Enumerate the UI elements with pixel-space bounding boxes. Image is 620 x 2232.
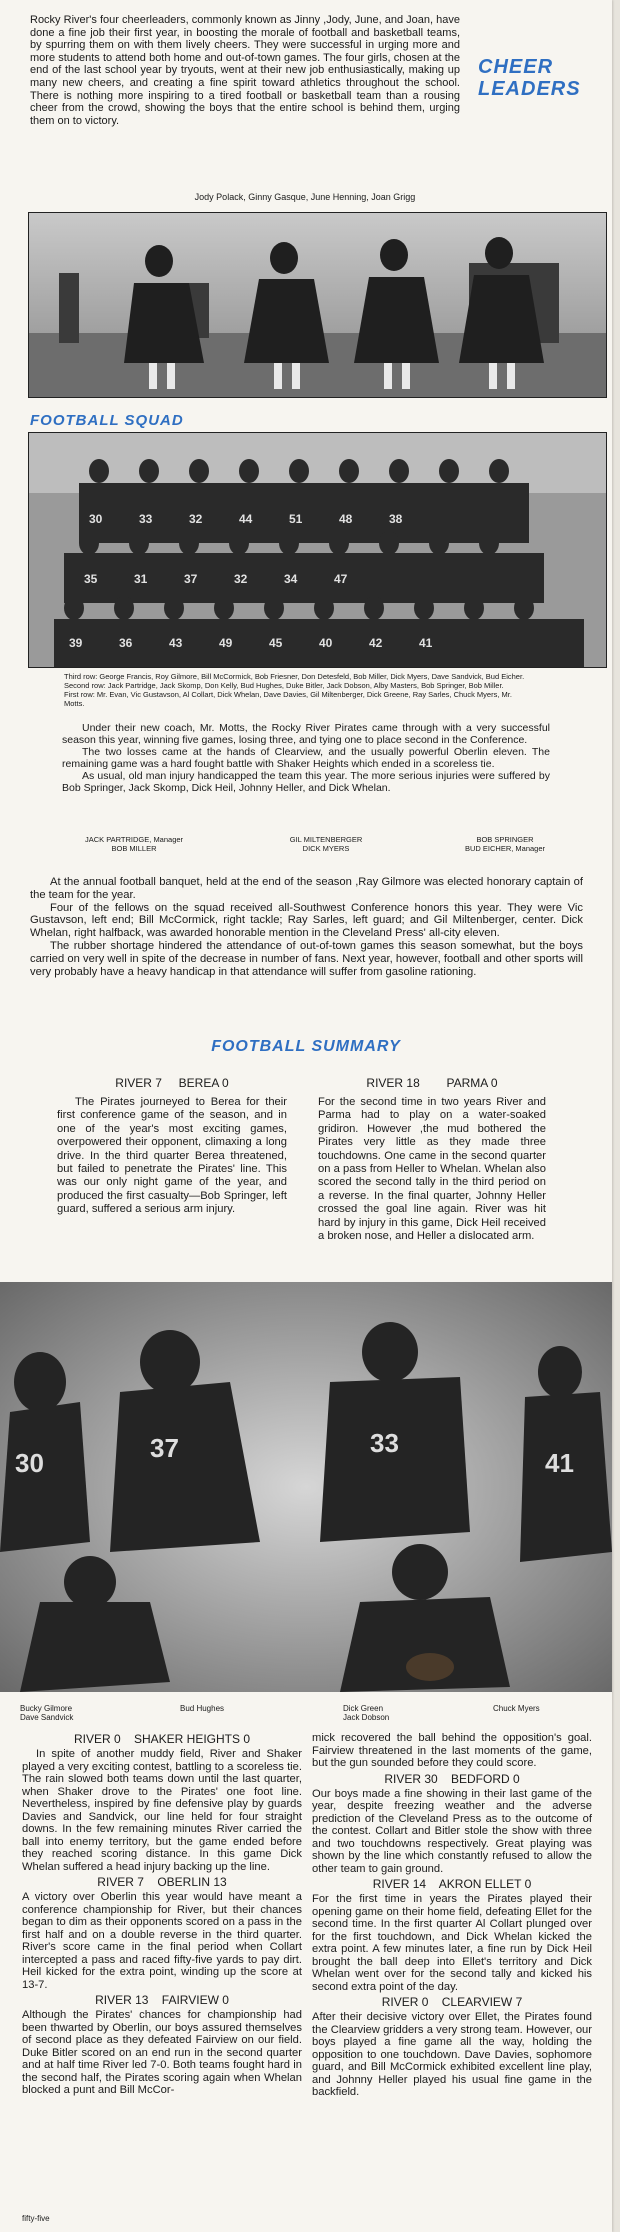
svg-text:38: 38 [389,512,403,526]
managers-left: JACK PARTRIDGE, Manager BOB MILLER [84,835,184,853]
game-oberlin-text: A victory over Oberlin this year would have meant a conference championship for River, but their chances began to dim as their opponents scored on a pass in the first half and on a double reverse in the third quarter. River's score came in the final period when Collart intercepted a pass and raced fifty-five yards to pay dirt. Heil kicked for the extra point, winding up the score at 13-7. [22,1891,302,1991]
season-paragraph-1: Under their new coach, Mr. Motts, the Rocky River Pirates came through with a very successful season this year, winning five games, losing three, and tying one to place second in the Conference. [62,722,550,746]
svg-text:51: 51 [289,512,303,526]
cheer-heading-line2: LEADERS [478,78,581,100]
svg-text:44: 44 [239,512,253,526]
svg-text:41: 41 [545,1448,574,1478]
cheer-heading-line1: CHEER [478,56,554,78]
squad-heading: FOOTBALL SQUAD [30,412,184,429]
game-fairview-title: RIVER 13 FAIRVIEW 0 [95,1993,229,2007]
svg-text:41: 41 [419,636,433,650]
svg-text:43: 43 [169,636,183,650]
svg-text:30: 30 [15,1448,44,1478]
svg-text:40: 40 [319,636,333,650]
season-paragraph-3: As usual, old man injury handicapped the team this year. The more serious injuries were suffered by Bob Springer, Jack Skomp, Dick Heil, Johnny Heller, and Dick Whelan. [62,770,550,794]
game-bedford-text: Our boys made a fine showing in their last game of the year, despite freezing weather and the adverse prediction of the Cleveland Press as to the outcome of the contest. Collart and Bitler stole the show with three and two touchdowns respectively. Great playing was shown by the line which constantly refused to allow the other team to gain ground. [312,1787,592,1875]
game-berea-text: The Pirates journeyed to Berea for their first conference game of the season, and in one of the year's most exciting games, overpowered their opponent, climaxing a long drive. In the third quarter Berea threatened, but failed to penetrate the Pirates' line. This was our only night game of the year, and produced the first casualty—Bob Springer, left guard, suffered a serious arm injury. [57,1096,287,1216]
svg-text:37: 37 [184,572,198,586]
roster-caption: Third row: George Francis, Roy Gilmore, Bill McCormick, Bob Friesner, Don Detesfeld, Bob Miller, Dick Myers, Dave Sandvick, Bud Eicher. Second row: Jack Partridge, Jack Skomp, Don Kelly, Bud Hughes, Duke Bitler, Jack Dobson, Alby Masters, Bob Springer, Bob Miller. First row: Mr. Evan, Vic Gustavson, Al Collart, Dick Whelan, Dave Davies, Gil Miltenberger, Dick Greene, Ray Sarles, Chuck Myers, Mr. Motts. [64,672,525,708]
season-summary [62,722,550,794]
svg-text:35: 35 [84,572,98,586]
banquet-section [30,876,583,978]
cheer-heading [478,56,581,100]
season-paragraph-2: The two losses came at the hands of Clearview, and the usually powerful Oberlin eleven. The remaining game was a hard fought battle with Shaker Heights which ended in a scoreless tie. [62,746,550,770]
action-caption-2: Bud Hughes [180,1704,225,1713]
game-berea [57,1076,287,1217]
game-parma-title: RIVER 18 PARMA 0 [366,1076,498,1090]
svg-text:49: 49 [219,636,233,650]
game-parma-text: For the second time in two years River and Parma had to play on a water-soaked gridiron. However ,the mud bothered the Pirates very little as they made three touchdowns. One came in the second quarter on a pass from Heller to Whelan. Whelan also scored the second tally in the third period on a reverse. In the final quarter, Johnny Heller crossed the goal line again. River was hit hard by injury in this game, Dick Heil received a broken nose, and Heller a dislocated arm. [318,1096,546,1243]
banquet-paragraph-2: Four of the fellows on the squad received all-Southwest Conference honors this year. They were Vic Gustavson, left end; Bill McCormick, right tackle; Ray Sarles, left guard; and Gil Miltenberger, center. Dick Whelan, right halfback, was awarded honorable mention in the Cleveland Press' all-city eleven. [30,901,583,940]
bottom-left-column [22,1732,302,2097]
svg-text:47: 47 [334,572,348,586]
action-caption-1: Bucky Gilmore Dave Sandvick [20,1704,74,1722]
cheer-intro-text: Rocky River's four cheerleaders, commonly known as Jinny ,Jody, June, and Joan, have done a fine job their first year, in boosting the morale of football and basketball teams, by spurring them on with them lively cheers. They were successful in urging more and more students to attend both home and out-of-town games. The four girls, chosen at the end of the last school year by tryouts, went at their new job enthusiastically, making up many new cheers, and creating a fine spirit toward athletics throughout the school. There is nothing more inspiring to a tired football or basketball team than a rousing cheer from the crowd, showing the boys that the entire school is behind them, urging them on to victory. [30,14,460,127]
cheerleaders-photo [28,212,607,398]
svg-text:34: 34 [284,572,298,586]
game-oberlin-title: RIVER 7 OBERLIN 13 [97,1875,227,1889]
banquet-paragraph-1: At the annual football banquet, held at the end of the season ,Ray Gilmore was elected honorary captain of the team for the year. [30,876,583,901]
svg-text:33: 33 [370,1428,399,1458]
action-caption-3: Dick Green Jack Dobson [343,1704,390,1722]
svg-text:32: 32 [234,572,248,586]
game-clearview-title: RIVER 0 CLEARVIEW 7 [381,1995,523,2009]
svg-text:31: 31 [134,572,148,586]
game-fairview-continued: mick recovered the ball behind the opposition's goal. Fairview threatened in the last moments of the game, but the gun sounded before they could score. [312,1732,592,1769]
summary-heading: FOOTBALL SUMMARY [211,1038,401,1055]
svg-text:30: 30 [89,512,103,526]
svg-text:42: 42 [369,636,383,650]
banquet-paragraph-3: The rubber shortage hindered the attendance of out-of-town games this season somewhat, but the boys carried on very well in spite of the decrease in number of fans. Next year, however, football and other sports will very probably have a heavy handicap in that attendance will suffer from gasoline rationing. [30,939,583,978]
svg-text:37: 37 [150,1433,179,1463]
bottom-right-column [312,1732,592,2099]
action-photo-collage [0,1282,612,1692]
game-shaker-text: In spite of another muddy field, River and Shaker played a very exciting contest, battling to a scoreless tie. The rain slowed both teams down until the last quarter, when Shaker drove to the Pirates' one foot line. Nevertheless, inspired by fine defensive play by guards Davies and Sandvick, our line held for four straight downs. In the few remaining minutes River carried the ball into enemy territory, but the game ended before they reached scoring distance. In this game Dick Whelan suffered a head injury backing up the line. [22,1748,302,1873]
svg-text:33: 33 [139,512,153,526]
football-squad-photo [28,432,607,668]
game-berea-title: RIVER 7 BEREA 0 [115,1076,229,1090]
svg-text:32: 32 [189,512,203,526]
game-akron-text: For the first time in years the Pirates played their opening game on their home field, defeating Ellet for the second time. In the first quarter Al Collart plunged over for the first touchdown, and Dick Whelan kicked the extra point. A few minutes later, a fine run by Dick Heil brought the ball deep into Ellet's territory and Dick Whelan went over for the second tally and kicked his second extra point of the day. [312,1893,592,1993]
svg-text:39: 39 [69,636,83,650]
managers-right: BOB SPRINGER BUD EICHER, Manager [464,835,546,853]
game-bedford-title: RIVER 30 BEDFORD 0 [384,1771,520,1786]
managers-middle: GIL MILTENBERGER DICK MYERS [289,835,363,853]
action-caption-4: Chuck Myers [493,1704,540,1713]
game-parma [318,1076,546,1243]
cheer-caption: Jody Polack, Ginny Gasque, June Henning, Joan Grigg [194,192,416,202]
svg-text:45: 45 [269,636,283,650]
game-shaker-title: RIVER 0 SHAKER HEIGHTS 0 [73,1732,251,1746]
svg-text:48: 48 [339,512,353,526]
game-fairview-text: Although the Pirates' chances for championship had been thwarted by Oberlin, our boys assured themselves of second place as they defeated Fairview on our field. Duke Bitler scored on an end run in the second quarter and at half time River led 7-0. Both teams fought hard in the second half, the Pirates scoring again when Whelan blocked a punt and Bill McCor- [22,2009,302,2096]
game-clearview-text: After their decisive victory over Ellet, the Pirates found the Clearview gridders a very strong team. However, our boys played a fine game all the way, holding the opposition to one touchdown. Dave Davies, sophomore guard, and Bill McCormick exhibited excellent line play, and Johnny Heller played his usual fine game in the backfield. [312,2011,592,2098]
page-number: fifty-five [22,2214,50,2223]
game-akron-title: RIVER 14 AKRON ELLET 0 [372,1877,532,1891]
svg-text:36: 36 [119,636,133,650]
